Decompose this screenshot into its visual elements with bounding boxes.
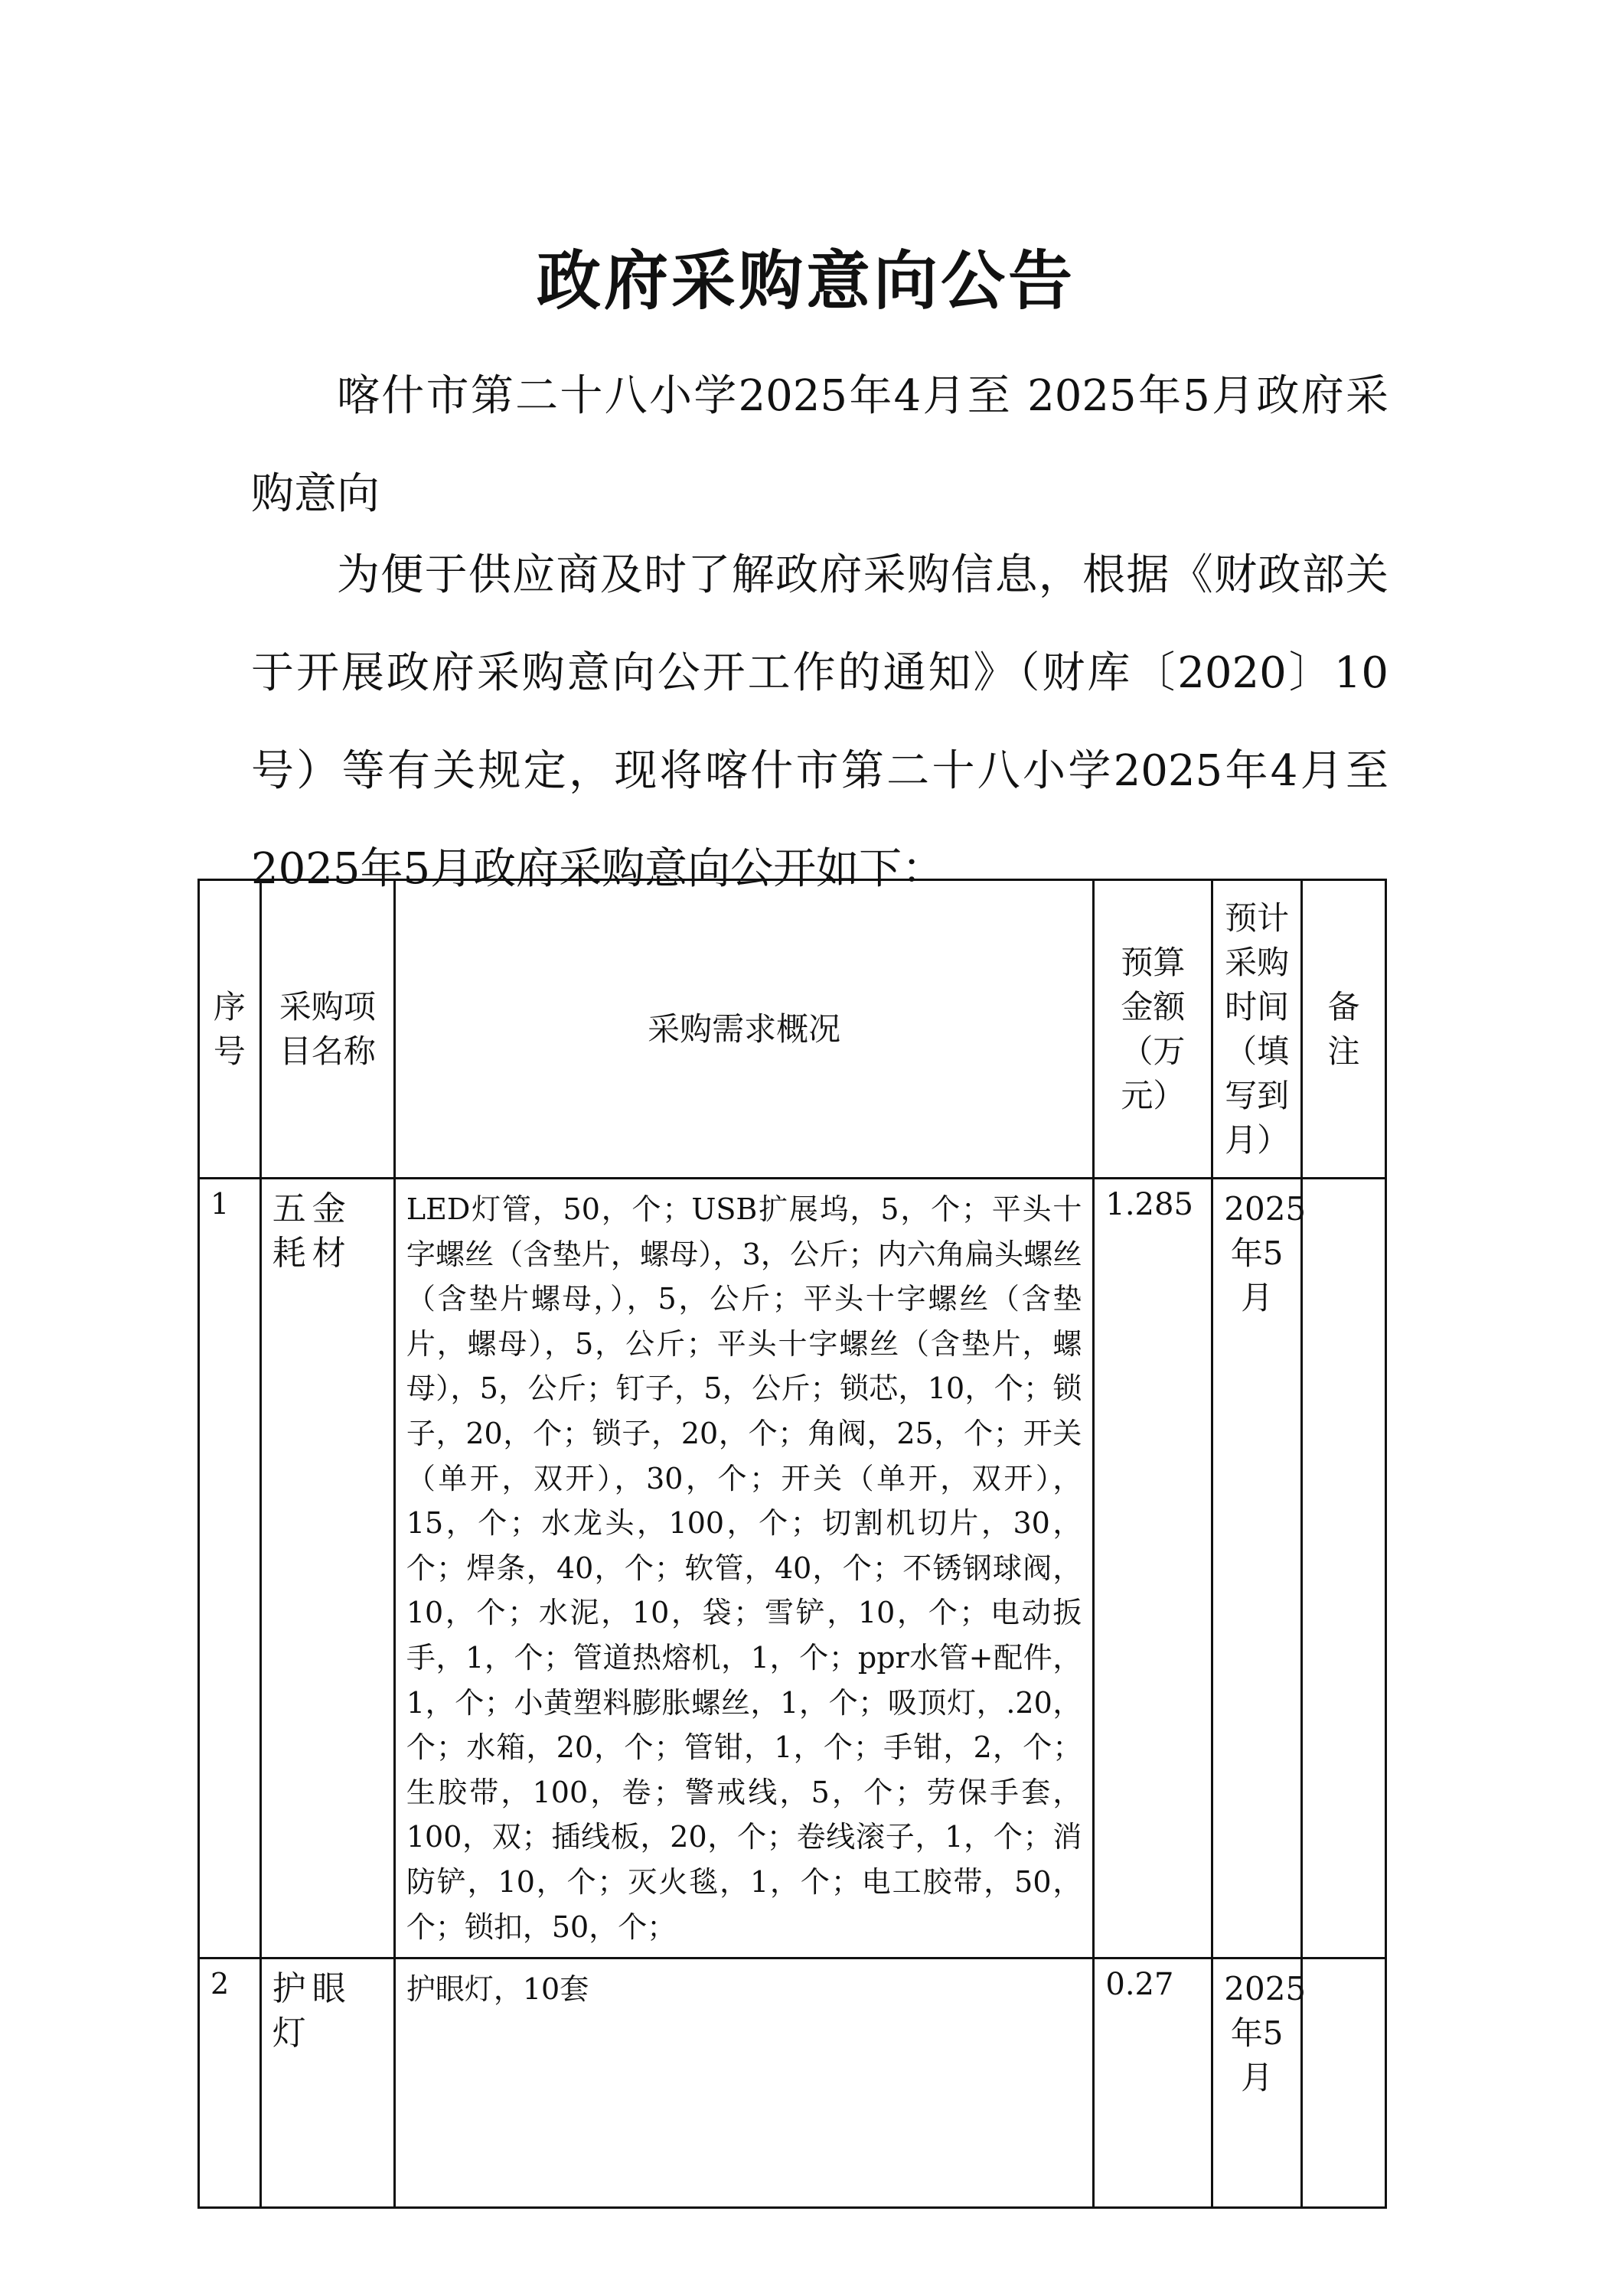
table-row [199,1179,1386,1958]
row-time: 2025年5月 [1212,1179,1302,1958]
row-amount: 1.285 [1094,1179,1212,1958]
row-no: 1 [199,1179,261,1958]
procurement-table [197,879,1387,2209]
table-row [199,1958,1386,2208]
row-amount: 0.27 [1094,1958,1212,2208]
page-title: 政府采购意向公告 [536,243,1075,318]
row-name: 五金耗材 [260,1179,394,1958]
header-time: 预计采购时间（填写到月） [1212,880,1302,1179]
body-paragraph: 为便于供应商及时了解政府采购信息，根据《财政部关于开展政府采购意向公开工作的通知》（财库〔2020〕10号）等有关规定，现将喀什市第二十八小学2025年4月至 2025年5月政府采购意向公开如下： [251,550,1388,894]
header-no: 序号 [199,880,261,1179]
row-note [1301,1958,1385,2208]
intro-paragraph: 喀什市第二十八小学2025年4月至 2025年5月政府采购意向 [251,371,1388,519]
row-note [1301,1179,1385,1958]
row-desc: LED灯管，50，个；USB扩展坞，5，个；平头十字螺丝（含垫片，螺母），3，公斤；内六角扁头螺丝（含垫片螺母，），5，公斤；平头十字螺丝（含垫片，螺母），5，公斤；平头十字螺丝（含垫片，螺母），5，公斤；钉子，5，公斤；锁芯，10，个；锁子，20，个；锁子，20，个；角阀，25，个；开关（单开，双开），30，个；开关（单开，双开），15，个；水龙头，100，个；切割机切片，30，个；焊条，40，个；软管，40，个；不锈钢球阀，10，个；水泥，10，袋；雪铲，10，个；电动扳手，1，个；管道热熔机，1，个；ppr水管+配件，1，个；小黄塑料膨胀螺丝，1，个；吸顶灯，.20，个；水箱，20，个；管钳，1，个；手钳，2，个；生胶带，100，卷；警戒线，5，个；劳保手套，100，双；插线板，20，个；卷线滚子，1，个；消防铲，10，个；灭火毯，1，个；电工胶带，50，个；锁扣，50，个； [394,1179,1094,1958]
row-time: 2025年5月 [1212,1958,1302,2208]
row-desc: 护眼灯，10套 [394,1958,1094,2208]
table-header-row [199,880,1386,1179]
row-no: 2 [199,1958,261,2208]
header-note: 备注 [1301,880,1385,1179]
row-name: 护眼灯 [260,1958,394,2208]
header-name: 采购项目名称 [260,880,394,1179]
header-amount: 预算金额（万元） [1094,880,1212,1179]
header-desc: 采购需求概况 [394,880,1094,1179]
